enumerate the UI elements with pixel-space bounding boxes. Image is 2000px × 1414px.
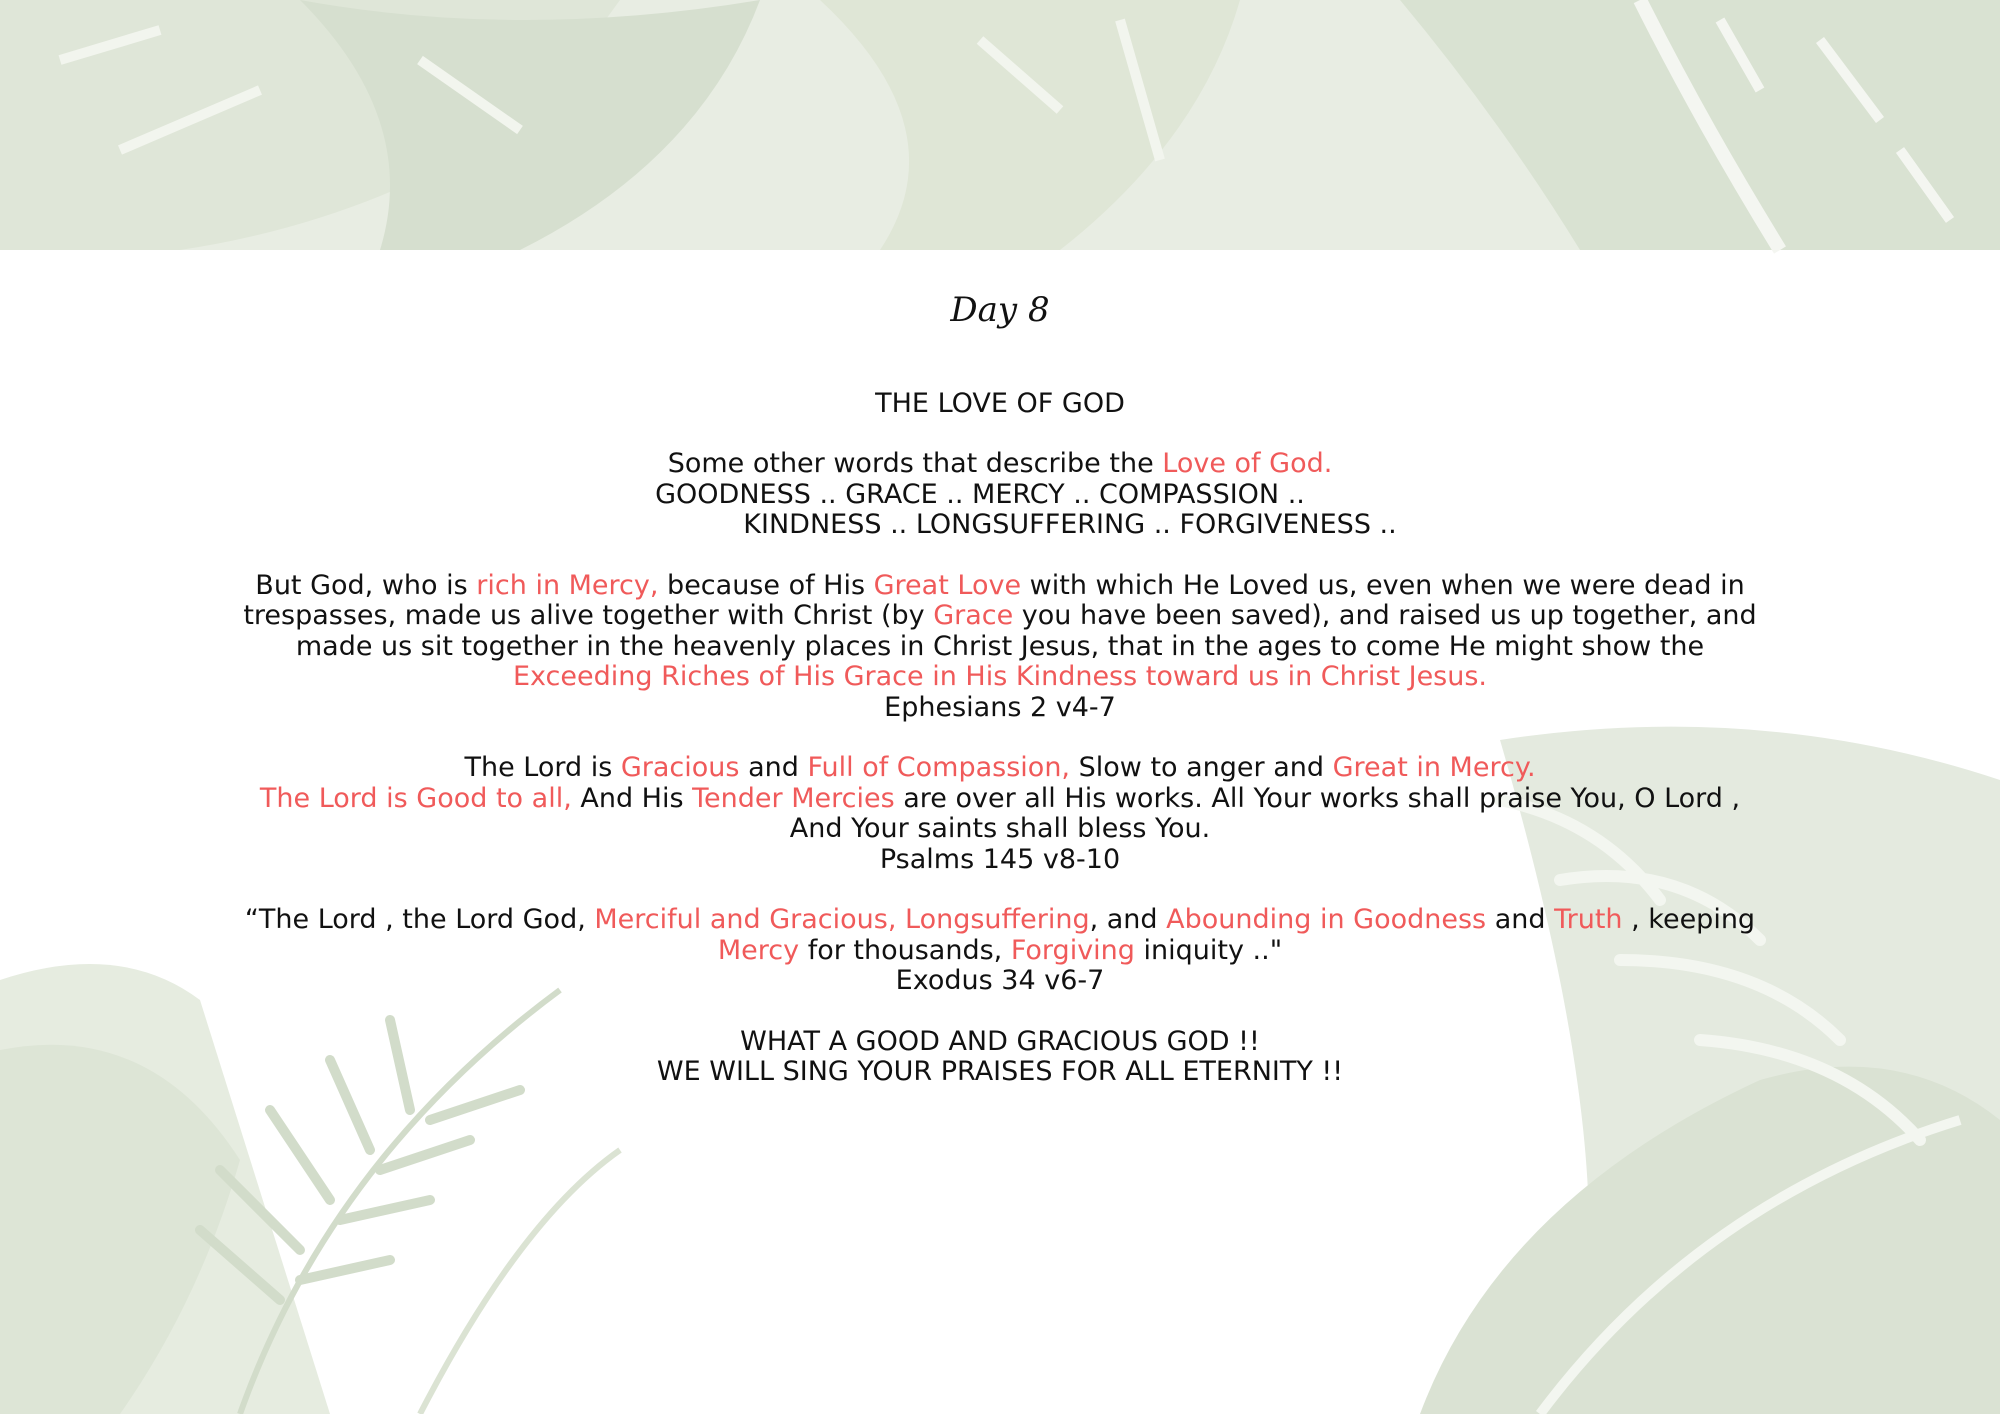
day-title: Day 8 bbox=[950, 290, 1050, 330]
verse-text: with which He Loved us, even when we were dead in bbox=[1021, 569, 1745, 601]
highlight-phrase: Great Love bbox=[873, 569, 1022, 601]
highlight-phrase: Merciful and Gracious, Longsuffering bbox=[594, 904, 1090, 936]
closing-declaration bbox=[100, 1027, 1900, 1088]
highlight-phrase: Mercy bbox=[717, 934, 800, 966]
psalms-line-3: And Your saints shall bless You. bbox=[789, 813, 1211, 845]
ephesians-line-3: made us sit together in the heavenly places in Christ Jesus, that in the ages to come He might show the bbox=[295, 630, 1705, 662]
ephesians-line-4: Exceeding Riches of His Grace in His Kindness toward us in Christ Jesus. bbox=[512, 661, 1488, 693]
ephesians-reference: Ephesians 2 v4-7 bbox=[884, 691, 1116, 723]
intro-paragraph bbox=[100, 449, 1900, 541]
verse-text: and bbox=[739, 752, 808, 784]
heading bbox=[100, 389, 1900, 420]
monstera-leaf-top-band bbox=[0, 0, 2000, 250]
verse-text: “The Lord , the Lord God, bbox=[244, 904, 595, 936]
verse-text: , and bbox=[1089, 904, 1167, 936]
psalms-line-1 bbox=[100, 753, 1900, 784]
exodus-passage bbox=[100, 905, 1900, 997]
verse-text: , keeping bbox=[1622, 904, 1756, 936]
highlight-phrase: Abounding in Goodness bbox=[1166, 904, 1487, 936]
devotional-content bbox=[100, 290, 1900, 1118]
attributes-line-1: GOODNESS .. GRACE .. MERCY .. COMPASSION .. bbox=[655, 478, 1305, 510]
intro-text: Some other words that describe the bbox=[667, 448, 1163, 480]
psalms-line-2 bbox=[100, 784, 1900, 815]
exodus-reference: Exodus 34 v6-7 bbox=[895, 965, 1105, 997]
ephesians-passage bbox=[100, 571, 1900, 724]
closing-line-2: WE WILL SING YOUR PRAISES FOR ALL ETERNITY !! bbox=[656, 1056, 1344, 1088]
verse-text: iniquity .." bbox=[1134, 934, 1283, 966]
verse-text: And His bbox=[571, 782, 693, 814]
highlight-phrase: Truth bbox=[1554, 904, 1623, 936]
ephesians-line-2 bbox=[100, 601, 1900, 632]
highlight-phrase: rich in Mercy, bbox=[476, 569, 659, 601]
heading-text: THE LOVE OF GOD bbox=[875, 387, 1125, 419]
highlight-phrase: Forgiving bbox=[1010, 934, 1135, 966]
exodus-line-1 bbox=[100, 905, 1900, 936]
ephesians-line-1 bbox=[100, 571, 1900, 602]
verse-text: and bbox=[1486, 904, 1555, 936]
verse-text: trespasses, made us alive together with Christ (by bbox=[243, 600, 934, 632]
verse-text: because of His bbox=[658, 569, 874, 601]
psalms-passage bbox=[100, 753, 1900, 875]
psalms-reference: Psalms 145 v8-10 bbox=[879, 843, 1121, 875]
highlight-phrase: Grace bbox=[933, 600, 1014, 632]
attributes-line-2: KINDNESS .. LONGSUFFERING .. FORGIVENESS .. bbox=[743, 509, 1397, 541]
highlight-phrase: Gracious bbox=[620, 752, 740, 784]
verse-text: Slow to anger and bbox=[1070, 752, 1333, 784]
highlight-phrase: The Lord is Good to all, bbox=[259, 782, 572, 814]
highlight-phrase: Tender Mercies bbox=[692, 782, 895, 814]
verse-text: The Lord is bbox=[464, 752, 621, 784]
verse-text: you have been saved), and raised us up together, and bbox=[1013, 600, 1757, 632]
highlight-phrase: Great in Mercy. bbox=[1332, 752, 1536, 784]
closing-line-1: WHAT A GOOD AND GRACIOUS GOD !! bbox=[740, 1025, 1260, 1057]
verse-text: But God, who is bbox=[255, 569, 477, 601]
exodus-line-2 bbox=[100, 936, 1900, 967]
highlight-love-of-god: Love of God. bbox=[1162, 448, 1333, 480]
intro-line bbox=[100, 449, 1900, 480]
highlight-phrase: Full of Compassion, bbox=[807, 752, 1071, 784]
verse-text: for thousands, bbox=[799, 934, 1011, 966]
verse-text: are over all His works. All Your works shall praise You, O Lord , bbox=[894, 782, 1741, 814]
